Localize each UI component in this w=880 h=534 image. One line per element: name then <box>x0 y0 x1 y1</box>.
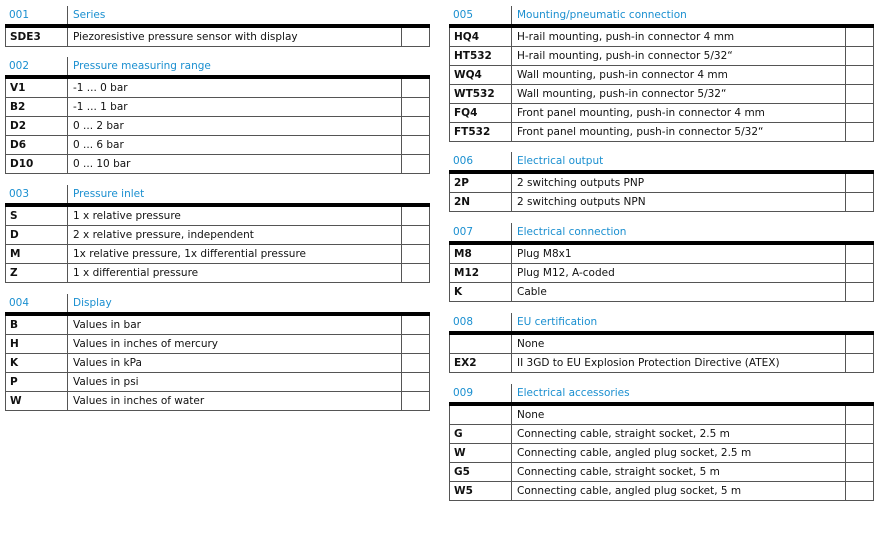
section-electrical-output <box>449 152 874 212</box>
option-code: W <box>5 392 68 410</box>
selection-box[interactable] <box>846 482 874 500</box>
option-description: Values in inches of water <box>68 392 402 410</box>
option-row[interactable] <box>449 425 874 444</box>
option-code: WT532 <box>449 85 512 103</box>
selection-box[interactable] <box>402 136 430 154</box>
option-row[interactable] <box>449 354 874 373</box>
option-code: B2 <box>5 98 68 116</box>
option-code: FQ4 <box>449 104 512 122</box>
option-row[interactable] <box>5 264 430 283</box>
section-mounting <box>449 6 874 142</box>
option-description: Piezoresistive pressure sensor with display <box>68 28 402 46</box>
section-title: Series <box>73 9 106 21</box>
right-column <box>449 6 874 501</box>
option-code: K <box>5 354 68 372</box>
option-description: Wall mounting, push-in connector 5/32“ <box>512 85 846 103</box>
selection-box[interactable] <box>846 66 874 84</box>
section-header <box>449 313 874 335</box>
option-code: M12 <box>449 264 512 282</box>
left-column <box>5 6 430 411</box>
selection-box[interactable] <box>402 98 430 116</box>
option-description: Connecting cable, angled plug socket, 2.5 m <box>512 444 846 462</box>
option-code: G5 <box>449 463 512 481</box>
selection-box[interactable] <box>402 245 430 263</box>
option-code: SDE3 <box>5 28 68 46</box>
option-code: V1 <box>5 79 68 97</box>
option-row[interactable] <box>5 207 430 226</box>
selection-box[interactable] <box>846 245 874 263</box>
section-eu-certification <box>449 313 874 373</box>
selection-box[interactable] <box>846 47 874 65</box>
section-number: 005 <box>449 6 512 24</box>
selection-box[interactable] <box>846 354 874 372</box>
option-description: Plug M12, A-coded <box>512 264 846 282</box>
option-row[interactable] <box>449 264 874 283</box>
option-description: Connecting cable, angled plug socket, 5 m <box>512 482 846 500</box>
section-header <box>449 223 874 245</box>
section-number: 001 <box>5 6 68 24</box>
option-code: 2P <box>449 174 512 192</box>
section-title: Pressure inlet <box>73 188 145 200</box>
option-row[interactable] <box>5 245 430 264</box>
option-description: 1 x differential pressure <box>68 264 402 282</box>
option-description: Values in psi <box>68 373 402 391</box>
option-row[interactable] <box>5 98 430 117</box>
selection-box[interactable] <box>846 123 874 141</box>
option-description: Front panel mounting, push-in connector 5/32“ <box>512 123 846 141</box>
section-header <box>5 6 430 28</box>
section-title: Electrical output <box>517 155 604 167</box>
option-row[interactable] <box>449 123 874 142</box>
option-row[interactable] <box>5 28 430 47</box>
option-description: 0 ... 2 bar <box>68 117 402 135</box>
option-code: K <box>449 283 512 301</box>
selection-box[interactable] <box>846 283 874 301</box>
option-description: 2 switching outputs NPN <box>512 193 846 211</box>
option-description: Connecting cable, straight socket, 2.5 m <box>512 425 846 443</box>
option-description: 2 x relative pressure, independent <box>68 226 402 244</box>
option-row[interactable] <box>449 463 874 482</box>
option-code: EX2 <box>449 354 512 372</box>
option-code: H <box>5 335 68 353</box>
option-row[interactable] <box>449 193 874 212</box>
option-description: Cable <box>512 283 846 301</box>
option-row[interactable] <box>5 316 430 335</box>
selection-box[interactable] <box>846 193 874 211</box>
selection-box[interactable] <box>402 226 430 244</box>
option-row[interactable] <box>449 174 874 193</box>
option-code: M <box>5 245 68 263</box>
option-description: 1x relative pressure, 1x differential pressure <box>68 245 402 263</box>
option-code: B <box>5 316 68 334</box>
section-title: Electrical accessories <box>517 387 630 399</box>
option-description: 1 x relative pressure <box>68 207 402 225</box>
option-description: None <box>512 406 846 424</box>
section-number: 006 <box>449 152 512 170</box>
option-row[interactable] <box>449 245 874 264</box>
section-header <box>5 185 430 207</box>
option-row[interactable] <box>449 66 874 85</box>
section-header <box>449 6 874 28</box>
option-code: Z <box>5 264 68 282</box>
selection-box[interactable] <box>846 335 874 353</box>
selection-box[interactable] <box>402 392 430 410</box>
selection-box[interactable] <box>846 174 874 192</box>
selection-box[interactable] <box>846 28 874 46</box>
option-row[interactable] <box>449 104 874 123</box>
section-title: Electrical connection <box>517 226 627 238</box>
section-number: 004 <box>5 294 68 312</box>
option-description: Values in inches of mercury <box>68 335 402 353</box>
selection-box[interactable] <box>846 264 874 282</box>
option-code: 2N <box>449 193 512 211</box>
section-display <box>5 294 430 411</box>
option-code: G <box>449 425 512 443</box>
option-description: Plug M8x1 <box>512 245 846 263</box>
selection-box[interactable] <box>402 316 430 334</box>
option-code: HT532 <box>449 47 512 65</box>
section-title: Mounting/pneumatic connection <box>517 9 687 21</box>
option-row[interactable] <box>449 444 874 463</box>
option-row[interactable] <box>5 117 430 136</box>
selection-box[interactable] <box>402 354 430 372</box>
option-row[interactable] <box>5 155 430 174</box>
selection-box[interactable] <box>402 155 430 173</box>
section-series <box>5 6 430 47</box>
option-code: WQ4 <box>449 66 512 84</box>
section-pressure-range <box>5 57 430 174</box>
option-row[interactable] <box>449 47 874 66</box>
section-header <box>5 57 430 79</box>
option-code: D <box>5 226 68 244</box>
selection-box[interactable] <box>402 335 430 353</box>
option-code: P <box>5 373 68 391</box>
option-description: Values in bar <box>68 316 402 334</box>
section-number: 002 <box>5 57 68 75</box>
option-description: Values in kPa <box>68 354 402 372</box>
option-row[interactable] <box>5 136 430 155</box>
selection-box[interactable] <box>846 444 874 462</box>
section-number: 007 <box>449 223 512 241</box>
option-code: D10 <box>5 155 68 173</box>
option-code <box>449 335 512 353</box>
option-code: M8 <box>449 245 512 263</box>
selection-box[interactable] <box>402 264 430 282</box>
option-description: -1 ... 0 bar <box>68 79 402 97</box>
option-code: FT532 <box>449 123 512 141</box>
option-row[interactable] <box>5 392 430 411</box>
selection-box[interactable] <box>402 207 430 225</box>
selection-box[interactable] <box>846 85 874 103</box>
section-electrical-connection <box>449 223 874 302</box>
section-header <box>5 294 430 316</box>
option-description: -1 ... 1 bar <box>68 98 402 116</box>
section-electrical-accessories <box>449 384 874 501</box>
selection-box[interactable] <box>402 79 430 97</box>
selection-box[interactable] <box>846 104 874 122</box>
section-title: Display <box>73 297 112 309</box>
selection-box[interactable] <box>846 406 874 424</box>
option-row[interactable] <box>5 354 430 373</box>
option-row[interactable] <box>449 283 874 302</box>
option-description: Connecting cable, straight socket, 5 m <box>512 463 846 481</box>
option-row[interactable] <box>5 226 430 245</box>
section-number: 003 <box>5 185 68 203</box>
option-row[interactable] <box>5 79 430 98</box>
option-code: W5 <box>449 482 512 500</box>
selection-box[interactable] <box>402 373 430 391</box>
option-row[interactable] <box>449 85 874 104</box>
option-code <box>449 406 512 424</box>
option-description: 0 ... 10 bar <box>68 155 402 173</box>
selection-box[interactable] <box>846 463 874 481</box>
option-row[interactable] <box>5 373 430 392</box>
option-code: HQ4 <box>449 28 512 46</box>
option-row[interactable] <box>5 335 430 354</box>
selection-box[interactable] <box>846 425 874 443</box>
option-description: Front panel mounting, push-in connector 4 mm <box>512 104 846 122</box>
option-description: 0 ... 6 bar <box>68 136 402 154</box>
section-header <box>449 384 874 406</box>
selection-box[interactable] <box>402 117 430 135</box>
option-code: D6 <box>5 136 68 154</box>
section-number: 009 <box>449 384 512 402</box>
option-description: Wall mounting, push-in connector 4 mm <box>512 66 846 84</box>
option-description: II 3GD to EU Explosion Protection Directive (ATEX) <box>512 354 846 372</box>
section-title: EU certification <box>517 316 598 328</box>
section-title: Pressure measuring range <box>73 60 211 72</box>
option-description: 2 switching outputs PNP <box>512 174 846 192</box>
option-row[interactable] <box>449 482 874 501</box>
option-code: D2 <box>5 117 68 135</box>
selection-box[interactable] <box>402 28 430 46</box>
option-row[interactable] <box>449 335 874 354</box>
option-description: None <box>512 335 846 353</box>
option-description: H-rail mounting, push-in connector 4 mm <box>512 28 846 46</box>
option-code: S <box>5 207 68 225</box>
section-number: 008 <box>449 313 512 331</box>
section-pressure-inlet <box>5 185 430 283</box>
option-row[interactable] <box>449 28 874 47</box>
section-header <box>449 152 874 174</box>
option-description: H-rail mounting, push-in connector 5/32“ <box>512 47 846 65</box>
option-code: W <box>449 444 512 462</box>
option-row[interactable] <box>449 406 874 425</box>
